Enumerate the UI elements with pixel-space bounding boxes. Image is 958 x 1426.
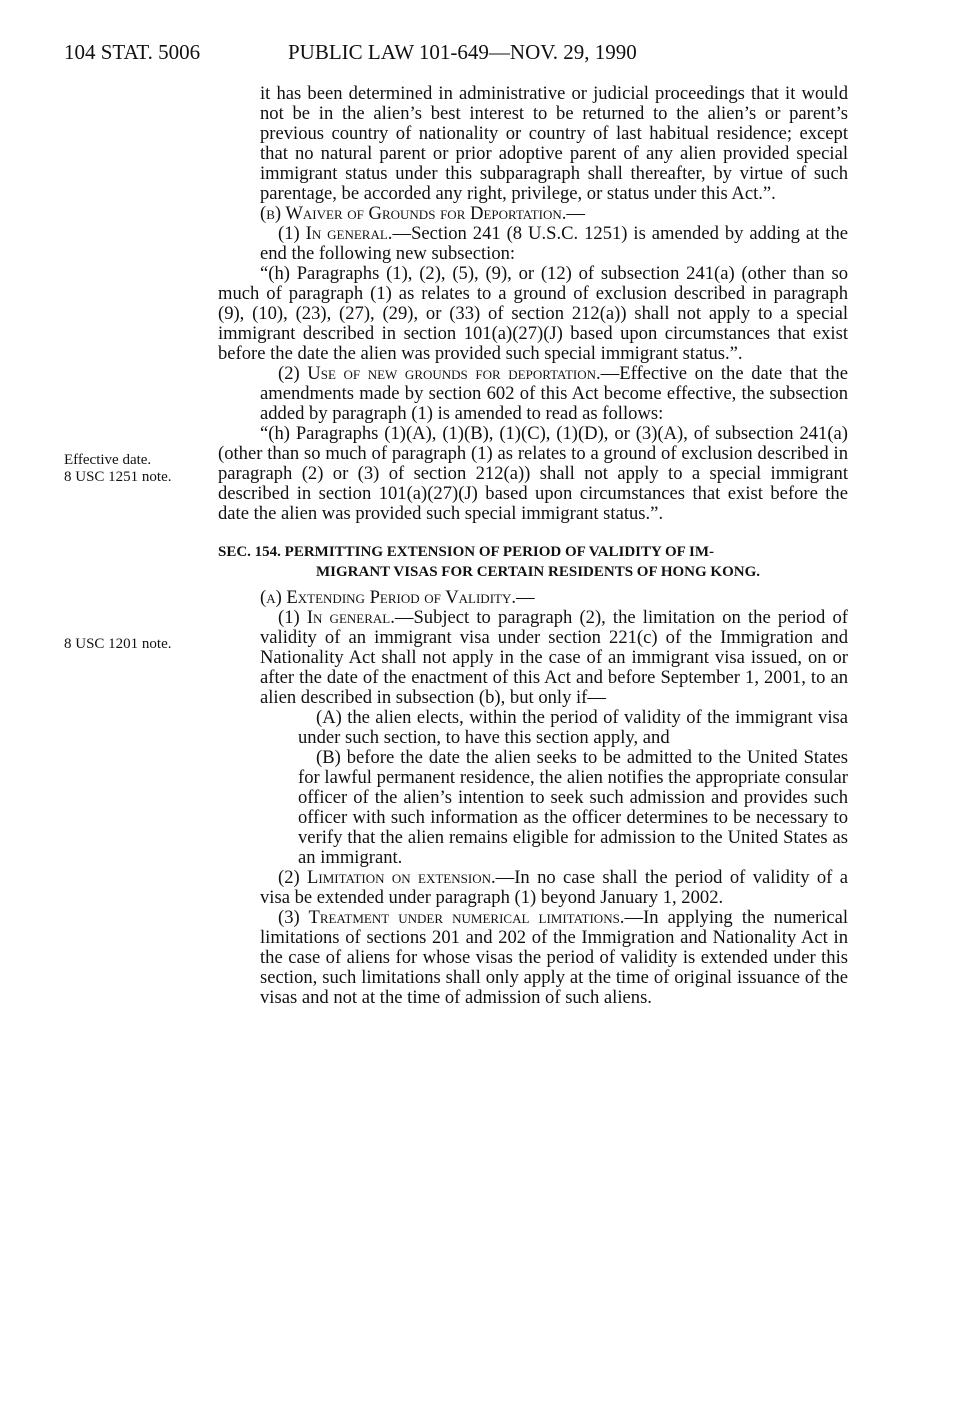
margin-note-effective-label: Effective date. — [64, 452, 152, 468]
page-header — [0, 20, 958, 64]
subsection-a-heading: (a) Extending Period of Validity.— — [260, 587, 535, 608]
public-law-title: PUBLIC LAW 101-649—NOV. 29, 1990 — [288, 40, 637, 64]
section-154-heading: SEC. 154. PERMITTING EXTENSION OF PERIOD OF VALIDITY OF IM- MIGRANT VISAS FOR CERTAIN RESIDENTS OF HONG KONG. — [218, 544, 760, 580]
document-body — [218, 84, 848, 1008]
subparagraph-a1-B: (B) before the date the alien seeks to be admitted to the United States for lawful permanent residence, the alien notifies the appropriate consular officer of the alien’s intention to seek such admission and provides such officer with such information as the officer determines to be necessary to verify that the alien remains eligible for admission to the United States as an immigrant. — [298, 747, 848, 868]
margin-note-usc-1251: 8 USC 1251 note. — [64, 469, 172, 485]
margin-note-effective-date — [64, 452, 172, 486]
paragraph-b1: (1) In general.—Section 241 (8 U.S.C. 1251) is amended by adding at the end the following new subsection: — [260, 223, 848, 264]
quoted-subsection-h-2: “(h) Paragraphs (1)(A), (1)(B), (1)(C), (1)(D), or (3)(A), of subsection 241(a) (other than so much of paragraph (1) as relates to a ground of exclusion described in paragraph (2) or (3) of section 212(a)) shall not apply to a special immigrant described in section 101(a)(27)(J) based upon circumstances that exist before the date the alien was provided such special immigrant status.”. — [218, 423, 848, 524]
subsection-b-heading: (b) Waiver of Grounds for Deportation.— — [260, 203, 586, 224]
paragraph-a2: (2) Limitation on extension.—In no case shall the period of validity of a visa be extended under paragraph (1) beyond January 1, 2002. — [260, 867, 848, 908]
margin-note-usc-1201: 8 USC 1201 note. — [64, 636, 172, 652]
paragraph-b2: (2) Use of new grounds for deportation.—Effective on the date that the amendments made by section 602 of this Act become effective, the subsection added by paragraph (1) is amended to read as follows: — [260, 363, 848, 424]
paragraph-a3: (3) Treatment under numerical limitations.—In applying the numerical limitations of sections 201 and 202 of the Immigration and Nationality Act in the case of aliens for whose visas the period of validity is extended under this section, such limitations shall only apply at the time of original issuance of the visas and not at the time of admission of such aliens. — [260, 907, 849, 1008]
subparagraph-a1-A: (A) the alien elects, within the period of validity of the immigrant visa under such section, to have this section apply, and — [298, 707, 848, 748]
quoted-subsection-h-1: “(h) Paragraphs (1), (2), (5), (9), or (12) of subsection 241(a) (other than so much of paragraph (1) as relates to a ground of exclusion described in paragraph (9), (10), (23), (27), (29), or (33) of section 212(a)) shall not apply to a special immigrant described in section 101(a)(27)(J) based upon circumstances that exist before the date the alien was provided such special immigrant status.”. — [218, 263, 848, 364]
continuation-paragraph: it has been determined in administrative or judicial proceedings that it would not be in the alien’s best interest to be returned to the alien’s or parent’s previous country of nationality or country of last habitual residence; except that no natural parent or prior adoptive parent of any alien provided special immigrant status under this subparagraph shall thereafter, by virtue of such parentage, be accorded any right, privilege, or status under this Act.”. — [260, 83, 848, 204]
paragraph-a1: (1) In general.—Subject to paragraph (2), the limitation on the period of validity of an immigrant visa under section 221(c) of the Immigration and Nationality Act shall not apply in the case of an immigrant visa issued, on or after the date of the enactment of this Act and before September 1, 2001, to an alien described in subsection (b), but only if— — [260, 607, 848, 708]
stat-page-number: 104 STAT. 5006 — [64, 40, 201, 64]
